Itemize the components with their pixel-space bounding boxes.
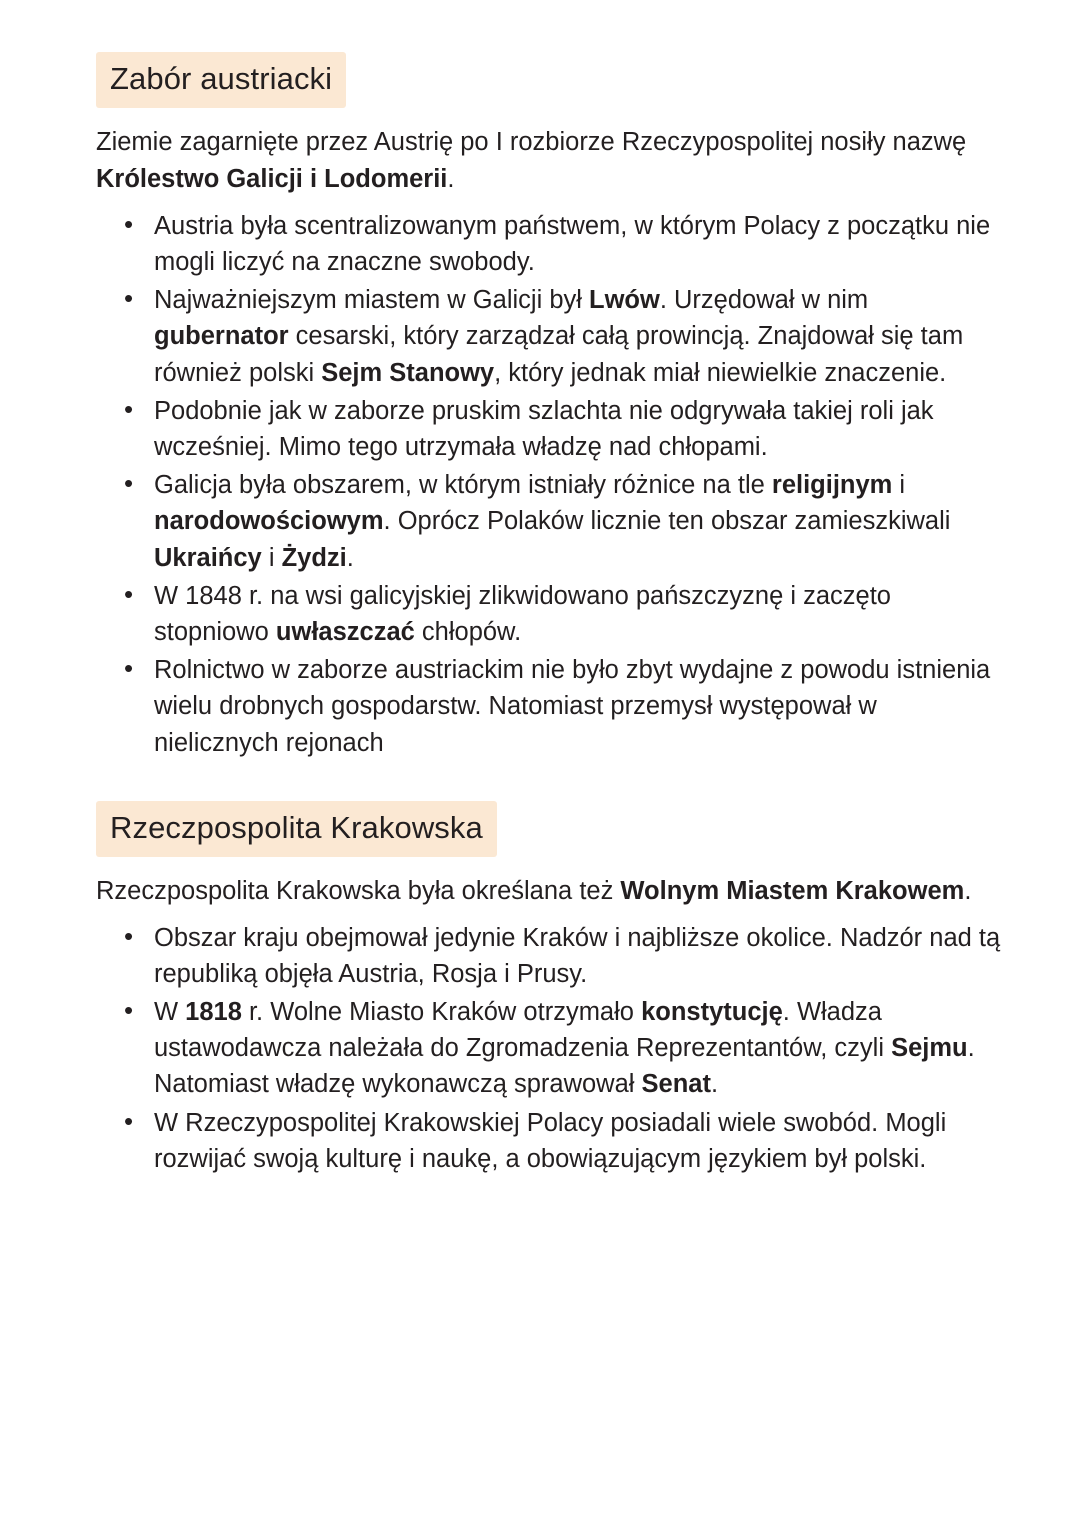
section-heading-zabor-austriacki: Zabór austriacki — [96, 52, 346, 108]
list-item: • W Rzeczypospolitej Krakowskiej Polacy posiadali wiele swobód. Mogli rozwijać swoją kulturę i naukę, a obowiązującym językiem był polski. — [118, 1105, 1008, 1177]
list-item: • W 1848 r. na wsi galicyjskiej zlikwidowano pańszczyznę i zaczęto stopniowo uwłaszczać chłopów. — [118, 578, 1008, 650]
list-item: • Galicja była obszarem, w którym istniały różnice na tle religijnym i narodowościowym. Oprócz Polaków licznie ten obszar zamieszkiwali Ukraińcy i Żydzi. — [118, 467, 1008, 576]
list-item: • Najważniejszym miastem w Galicji był Lwów. Urzędował w nim gubernator cesarski, który zarządzał całą prowincją. Znajdował się tam również polski Sejm Stanowy, który jednak miał niewielkie znaczenie. — [118, 282, 1008, 391]
section-intro-paragraph: Ziemie zagarnięte przez Austrię po I rozbiorze Rzeczypospolitej nosiły nazwę Królestwo Galicji i Lodomerii. — [96, 127, 967, 193]
list-item: • Austria była scentralizowanym państwem, w którym Polacy z początku nie mogli liczyć na znaczne swobody. — [118, 208, 1008, 280]
section-intro-paragraph: Rzeczpospolita Krakowska była określana też Wolnym Miastem Krakowem. — [96, 876, 972, 905]
list-item: • W 1818 r. Wolne Miasto Kraków otrzymało konstytucję. Władza ustawodawcza należała do Zgromadzenia Reprezentantów, czyli Sejmu. Natomiast władzę wykonawczą sprawował Senat. — [118, 994, 1008, 1103]
list-item: • Rolnictwo w zaborze austriackim nie było zbyt wydajne z powodu istnienia wielu drobnych gospodarstw. Natomiast przemysł występował w nielicznych rejonach — [118, 652, 1008, 761]
bullet-list-rzeczpospolita-krakowska — [96, 920, 1008, 1177]
list-item: • Podobnie jak w zaborze pruskim szlachta nie odgrywała takiej roli jak wcześniej. Mimo tego utrzymała władzę nad chłopami. — [118, 393, 1008, 465]
section-heading-rzeczpospolita-krakowska: Rzeczpospolita Krakowska — [96, 801, 497, 857]
list-item: • Obszar kraju obejmował jedynie Kraków i najbliższe okolice. Nadzór nad tą republiką objęła Austria, Rosja i Prusy. — [118, 920, 1008, 992]
bullet-list-zabor-austriacki — [96, 208, 1008, 761]
